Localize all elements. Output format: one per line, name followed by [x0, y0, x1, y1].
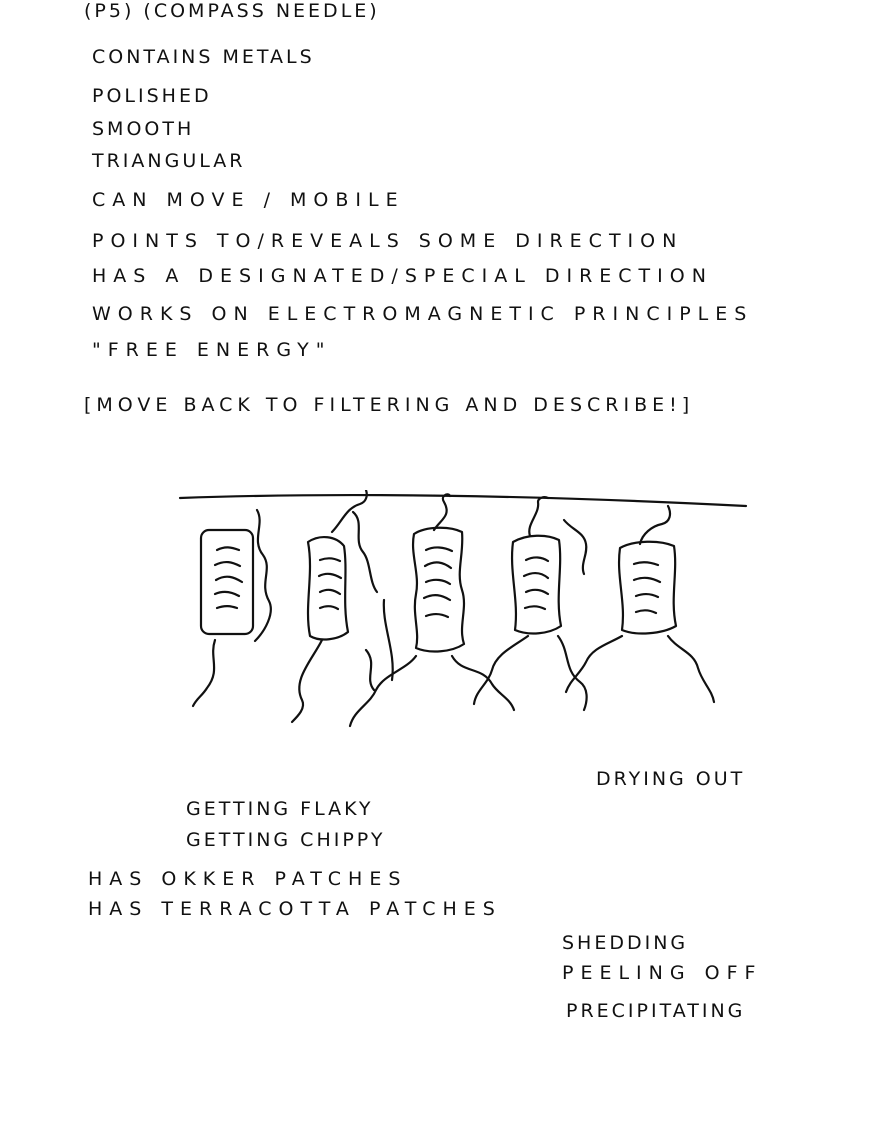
compass-list-item: WORKS ON ELECTROMAGNETIC PRINCIPLES	[92, 303, 754, 325]
note-precipitating: PRECIPITATING	[566, 1000, 746, 1022]
compass-list-item: "FREE ENERGY"	[92, 339, 332, 361]
sketch-panel	[413, 528, 464, 652]
note-drying-out: DRYING OUT	[596, 768, 746, 790]
compass-list-item: CAN MOVE / MOBILE	[92, 189, 405, 211]
sketch-panel	[201, 530, 253, 634]
compass-list-item: POLISHED	[92, 85, 212, 107]
bark-sketch	[170, 490, 760, 740]
compass-list-item: POINTS TO/REVEALS SOME DIRECTION	[92, 230, 684, 252]
instruction-note: [MOVE BACK TO FILTERING AND DESCRIBE!]	[84, 394, 695, 416]
sketch-panel	[308, 537, 348, 639]
compass-list-item: SMOOTH	[92, 118, 195, 140]
note-shedding: SHEDDING	[562, 932, 689, 954]
sketch-top-line	[180, 495, 746, 506]
sketch-panel	[619, 542, 676, 634]
note-getting-chippy: GETTING CHIPPY	[186, 829, 386, 851]
compass-list-item: HAS A DESIGNATED/SPECIAL DIRECTION	[92, 265, 713, 287]
sketch-panel	[512, 536, 561, 634]
page-heading: (P5) (COMPASS NEEDLE)	[84, 0, 380, 22]
note-terracotta-patches: HAS TERRACOTTA PATCHES	[88, 898, 502, 920]
note-getting-flaky: GETTING FLAKY	[186, 798, 374, 820]
compass-list-item: TRIANGULAR	[92, 150, 246, 172]
note-okker-patches: HAS OKKER PATCHES	[88, 868, 408, 890]
note-peeling-off: PEELING OFF	[562, 962, 763, 984]
compass-list-item: CONTAINS METALS	[92, 46, 315, 68]
